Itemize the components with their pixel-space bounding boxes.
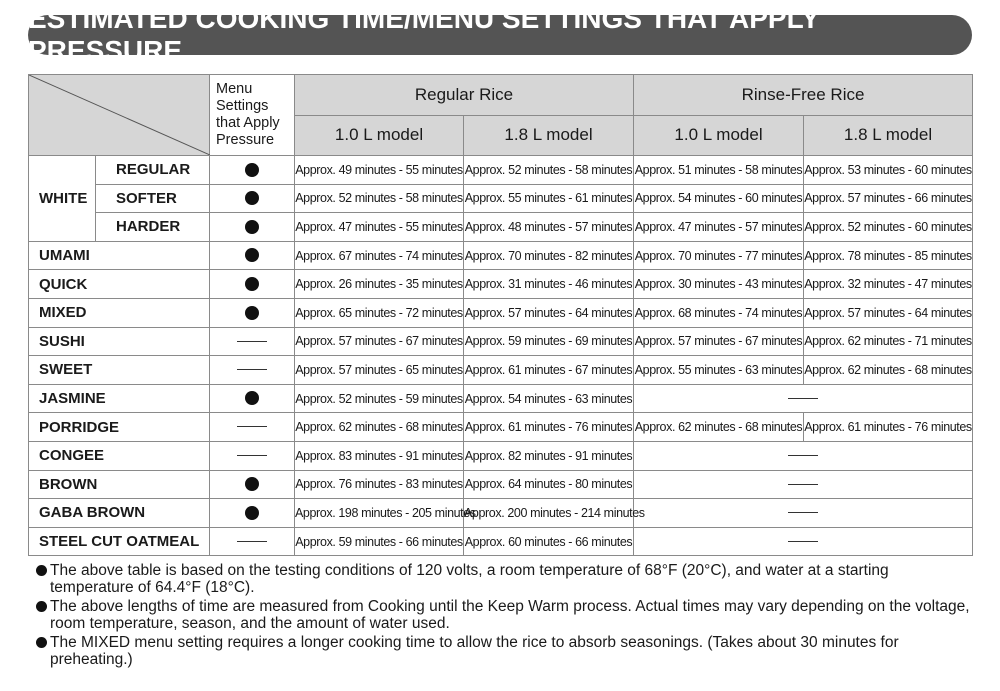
time-cell-regular-10l: Approx. 76 minutes - 83 minutes [295,470,464,499]
time-cell-regular-10l: Approx. 52 minutes - 59 minutes [295,384,464,413]
menu-header-line: Pressure [216,132,275,148]
note-text: The MIXED menu setting requires a longer cooking time to allow the rice to absorb seasonings. (Takes about 30 minutes for preheating.) [50,634,899,668]
time-cell-rinse-10l: Approx. 54 minutes - 60 minutes [634,184,804,213]
table-row [29,270,973,299]
time-cell-rinse-18l: Approx. 52 minutes - 60 minutes [804,213,973,242]
dash-icon [788,398,818,399]
note-item [36,634,976,668]
pressure-cell [210,213,295,242]
time-cell-regular-18l: Approx. 70 minutes - 82 minutes [464,241,634,270]
time-cell-regular-18l: Approx. 61 minutes - 67 minutes [464,356,634,385]
menu-label: CONGEE [29,441,210,470]
time-cell-rinse-10l: Approx. 55 minutes - 63 minutes [634,356,804,385]
menu-label: GABA BROWN [29,499,210,528]
menu-settings-header [210,75,295,156]
dash-icon [237,341,267,342]
table-row [29,241,973,270]
dash-icon [788,484,818,485]
menu-label: MIXED [29,298,210,327]
time-cell-regular-10l: Approx. 47 minutes - 55 minutes [295,213,464,242]
rinse-18l-header: 1.8 L model [804,115,973,156]
time-cell-regular-18l: Approx. 61 minutes - 76 minutes [464,413,634,442]
time-cell-regular-18l: Approx. 54 minutes - 63 minutes [464,384,634,413]
menu-label: REGULAR [96,156,210,185]
header-corner [29,75,210,156]
notes-section [36,562,976,670]
time-cell-regular-10l: Approx. 57 minutes - 67 minutes [295,327,464,356]
pressure-cell [210,270,295,299]
time-cell-regular-10l: Approx. 67 minutes - 74 minutes [295,241,464,270]
time-cell-regular-18l: Approx. 60 minutes - 66 minutes [464,527,634,556]
pressure-cell [210,384,295,413]
time-cell-rinse-10l: Approx. 47 minutes - 57 minutes [634,213,804,242]
menu-label: QUICK [29,270,210,299]
pressure-dot-icon [245,191,259,205]
time-cell-regular-10l: Approx. 62 minutes - 68 minutes [295,413,464,442]
dash-icon [237,541,267,542]
pressure-dot-icon [245,477,259,491]
time-cell-rinse-10l: Approx. 51 minutes - 58 minutes [634,156,804,185]
note-item [36,562,976,596]
time-cell-regular-18l: Approx. 48 minutes - 57 minutes [464,213,634,242]
table-row [29,384,973,413]
dash-icon [788,455,818,456]
pressure-cell [210,527,295,556]
table-row [29,213,973,242]
table-row [29,413,973,442]
table-row [29,156,973,185]
pressure-cell [210,499,295,528]
menu-label: JASMINE [29,384,210,413]
time-cell-rinse-10l: Approx. 68 minutes - 74 minutes [634,298,804,327]
pressure-cell [210,441,295,470]
page-title: ESTIMATED COOKING TIME/MENU SETTINGS THAT APPLY PRESSURE [28,15,972,55]
pressure-dot-icon [245,248,259,262]
time-cell-regular-18l: Approx. 200 minutes - 214 minutes [464,499,634,528]
table-row [29,441,973,470]
menu-header-line: that Apply [216,115,280,131]
pressure-dot-icon [245,220,259,234]
note-text: The above lengths of time are measured from Cooking until the Keep Warm process. Actual times may vary depending on the voltage, room temperature, season, and the amount of water used. [50,598,970,632]
dash-icon [788,512,818,513]
rinse-na-cell [634,527,973,556]
note-item [36,598,976,632]
rinse-10l-header: 1.0 L model [634,115,804,156]
time-cell-rinse-10l: Approx. 62 minutes - 68 minutes [634,413,804,442]
white-group-label: WHITE [29,156,96,242]
time-cell-rinse-18l: Approx. 61 minutes - 76 minutes [804,413,973,442]
pressure-cell [210,156,295,185]
time-cell-regular-10l: Approx. 49 minutes - 55 minutes [295,156,464,185]
time-cell-regular-18l: Approx. 57 minutes - 64 minutes [464,298,634,327]
pressure-dot-icon [245,163,259,177]
time-cell-rinse-18l: Approx. 53 minutes - 60 minutes [804,156,973,185]
menu-header-line: Menu [216,81,253,97]
menu-label: STEEL CUT OATMEAL [29,527,210,556]
table-row [29,527,973,556]
time-cell-regular-10l: Approx. 57 minutes - 65 minutes [295,356,464,385]
time-cell-regular-18l: Approx. 59 minutes - 69 minutes [464,327,634,356]
table-row [29,184,973,213]
pressure-dot-icon [245,306,259,320]
dash-icon [237,426,267,427]
pressure-dot-icon [245,506,259,520]
pressure-cell [210,327,295,356]
diagonal-line-icon [29,75,210,155]
cooking-time-table [28,74,973,556]
rinse-na-cell [634,441,973,470]
time-cell-regular-10l: Approx. 83 minutes - 91 minutes [295,441,464,470]
menu-header-line: Settings [216,98,269,114]
time-cell-rinse-18l: Approx. 78 minutes - 85 minutes [804,241,973,270]
dash-icon [788,541,818,542]
time-cell-rinse-18l: Approx. 57 minutes - 64 minutes [804,298,973,327]
time-cell-rinse-18l: Approx. 62 minutes - 71 minutes [804,327,973,356]
dash-icon [237,455,267,456]
pressure-dot-icon [245,277,259,291]
regular-rice-header: Regular Rice [295,75,634,116]
time-cell-rinse-10l: Approx. 57 minutes - 67 minutes [634,327,804,356]
time-cell-regular-10l: Approx. 198 minutes - 205 minutes [295,499,464,528]
time-cell-rinse-18l: Approx. 57 minutes - 66 minutes [804,184,973,213]
dash-icon [237,369,267,370]
menu-label: PORRIDGE [29,413,210,442]
pressure-dot-icon [245,391,259,405]
table-row [29,470,973,499]
rinse-free-rice-header: Rinse-Free Rice [634,75,973,116]
pressure-cell [210,184,295,213]
menu-label: SUSHI [29,327,210,356]
bullet-icon [36,565,47,576]
pressure-cell [210,413,295,442]
time-cell-regular-10l: Approx. 26 minutes - 35 minutes [295,270,464,299]
time-cell-regular-10l: Approx. 65 minutes - 72 minutes [295,298,464,327]
time-cell-regular-18l: Approx. 82 minutes - 91 minutes [464,441,634,470]
time-cell-regular-10l: Approx. 59 minutes - 66 minutes [295,527,464,556]
table-row [29,356,973,385]
pressure-cell [210,470,295,499]
note-text: The above table is based on the testing conditions of 120 volts, a room temperature of 68°F (20°C), and water at a starting temperature of 64.4°F (18°C). [50,562,889,596]
rinse-na-cell [634,470,973,499]
menu-label: HARDER [96,213,210,242]
menu-label: BROWN [29,470,210,499]
bullet-icon [36,637,47,648]
time-cell-rinse-18l: Approx. 62 minutes - 68 minutes [804,356,973,385]
menu-label: UMAMI [29,241,210,270]
bullet-icon [36,601,47,612]
time-cell-regular-18l: Approx. 64 minutes - 80 minutes [464,470,634,499]
pressure-cell [210,298,295,327]
time-cell-rinse-10l: Approx. 30 minutes - 43 minutes [634,270,804,299]
rinse-na-cell [634,384,973,413]
menu-label: SWEET [29,356,210,385]
regular-18l-header: 1.8 L model [464,115,634,156]
table-row [29,499,973,528]
time-cell-rinse-18l: Approx. 32 minutes - 47 minutes [804,270,973,299]
pressure-cell [210,356,295,385]
rinse-na-cell [634,499,973,528]
table-row [29,298,973,327]
menu-label: SOFTER [96,184,210,213]
time-cell-rinse-10l: Approx. 70 minutes - 77 minutes [634,241,804,270]
time-cell-regular-18l: Approx. 52 minutes - 58 minutes [464,156,634,185]
time-cell-regular-10l: Approx. 52 minutes - 58 minutes [295,184,464,213]
table-row [29,327,973,356]
pressure-cell [210,241,295,270]
time-cell-regular-18l: Approx. 55 minutes - 61 minutes [464,184,634,213]
regular-10l-header: 1.0 L model [295,115,464,156]
time-cell-regular-18l: Approx. 31 minutes - 46 minutes [464,270,634,299]
